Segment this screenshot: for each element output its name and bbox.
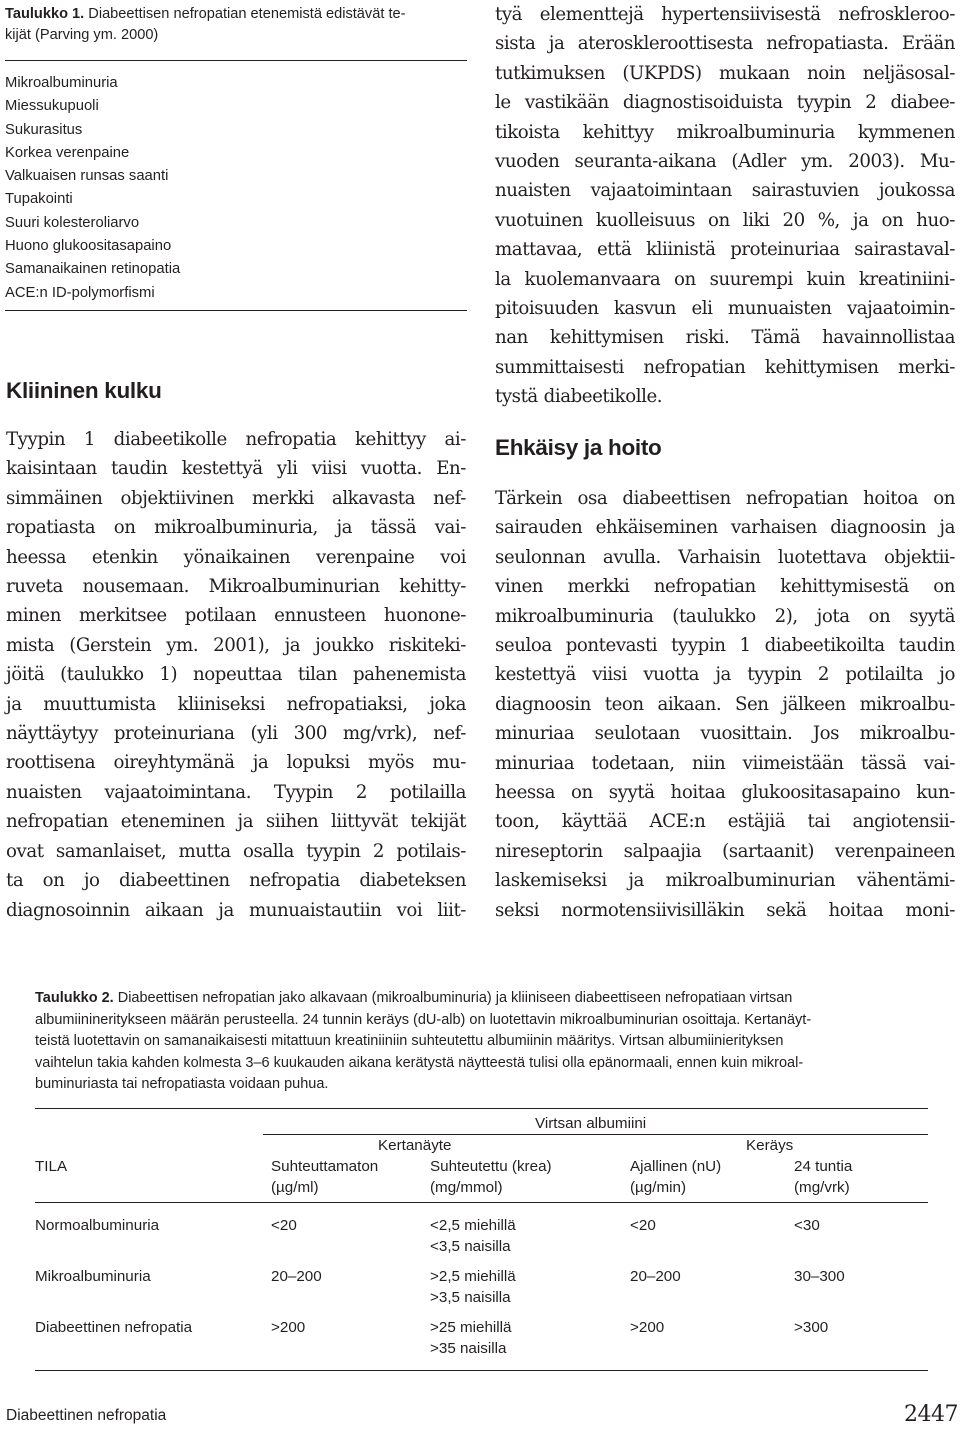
body-text-line: heessa etenkin yönaikainen verenpaine voi <box>6 546 466 568</box>
table-2-bottom-rule <box>35 1370 928 1371</box>
body-text-line: seulonnan avulla. Varhaisin luotettava objektii- <box>495 546 955 568</box>
table-2-row-3-col2a: >25 miehillä <box>430 1319 512 1336</box>
body-text-line: seksi normotensiivisilläkin sekä hoitaa moni- <box>495 899 955 921</box>
table-2-header-rule <box>35 1202 928 1203</box>
body-text-line: nuaisten vajaatoimintana. Tyypin 2 potilailla <box>6 781 466 803</box>
table-2-group-header: Virtsan albumiini <box>535 1115 647 1132</box>
body-text-line: mista (Gerstein ym. 2001), ja joukko riskiteki- <box>6 634 466 656</box>
table-2-row-3-state: Diabeettinen nefropatia <box>35 1319 193 1336</box>
table-2-col-header-1: Suhteuttamaton <box>271 1158 379 1175</box>
table-1-top-rule <box>5 60 467 61</box>
table-2-row-2-state: Mikroalbuminuria <box>35 1268 151 1285</box>
body-text-left-column <box>6 425 466 925</box>
table-2-col-header-1-unit: (µg/ml) <box>271 1179 319 1196</box>
running-footer-title: Diabeettinen nefropatia <box>6 1407 167 1424</box>
body-text-line: tystä diabeetikolle. <box>495 386 663 408</box>
page-number: 2447 <box>904 1402 958 1427</box>
table-2-row-3-col4: >300 <box>794 1319 829 1336</box>
body-text-line: vuotuinen kuolleisuus on liki 20 %, ja on huo- <box>495 209 955 231</box>
table-1-caption <box>5 4 467 46</box>
table-1-item: Samanaikainen retinopatia <box>5 261 181 278</box>
body-text-line: vinen merkki nefropatian kehittymisestä on <box>495 576 955 598</box>
table-2-row-2-col1: 20–200 <box>271 1268 322 1285</box>
table-2-row-1-col4: <30 <box>794 1217 820 1234</box>
table-1 <box>5 4 467 311</box>
table-2-subgroup-kertanayte: Kertanäyte <box>378 1137 452 1154</box>
body-text-line: ja muuttumista kliiniseksi nefropatiaksi, joka <box>6 693 466 715</box>
body-text-line: mikroalbuminuria (taulukko 2), jota on syytä <box>495 605 955 627</box>
body-text-line: näyttäytyy proteinuriana (yli 300 mg/vrk), nef- <box>6 723 466 745</box>
body-text-line: minen merkitsee potilaan ennusteen huonone- <box>6 605 466 627</box>
table-2-col-header-3: Ajallinen (nU) <box>630 1158 722 1175</box>
table-2-caption-line: vaihtelun takia kahden kolmesta 3–6 kuukauden aikana kerätystä näytteestä tulisi olla epänormaali, ennen kuin mikroal- <box>35 1054 804 1071</box>
table-1-item: ACE:n ID-polymorfismi <box>5 284 155 301</box>
table-1-list <box>5 72 467 305</box>
table-2-label: Taulukko 2. <box>35 990 114 1006</box>
table-2-caption-line: Diabeettisen nefropatian jako alkavaan (mikroalbuminuria) ja kliiniseen diabeettiseen nefropatiaan virtsan <box>117 990 793 1006</box>
body-text-line: minuriaa seulotaan vuosittain. Jos mikroalbu- <box>495 723 955 745</box>
body-text-line: diagnoosin teon aikaan. Sen jälkeen mikroalbu- <box>495 693 955 715</box>
table-2-subgroup-kerays: Keräys <box>746 1137 794 1154</box>
body-text-line: kaisintaan taudin kestettyä yli viisi vuotta. En- <box>6 458 466 480</box>
table-2-row-1-col2b: <3,5 naisilla <box>430 1238 511 1255</box>
table-2-row-2-col2a: >2,5 miehillä <box>430 1268 516 1285</box>
table-2-caption <box>35 988 928 1096</box>
table-1-item: Miessukupuoli <box>5 98 99 115</box>
body-text-right-column-ehkaisy <box>495 484 955 925</box>
table-1-item: Huono glukoositasapaino <box>5 238 172 255</box>
table-1-item: Korkea verenpaine <box>5 144 130 161</box>
body-text-line: jöitä (taulukko 1) nopeuttaa tilan pahenemista <box>6 664 466 686</box>
body-text-line: minuriaa todetaan, niin viimeistään tässä vai- <box>495 752 955 774</box>
table-1-item: Suuri kolesteroliarvo <box>5 214 140 231</box>
table-2-col-header-4: 24 tuntia <box>794 1158 853 1175</box>
table-2-row-1-col3: <20 <box>630 1217 656 1234</box>
body-text-line: nefropatian eteneminen ja siihen liittyvät tekijät <box>6 811 466 833</box>
body-text-line: pitoisuuden kasvun eli munuaisten vajaatoimin- <box>495 298 955 320</box>
table-2-col-header-2: Suhteutettu (krea) <box>430 1158 552 1175</box>
table-1-caption-line1: Diabeettisen nefropatian etenemistä edistävät te- <box>88 6 406 22</box>
body-text-line: kestettyä viisi vuotta ja tyypin 2 potilailta jo <box>495 664 955 686</box>
body-text-line: toon, käyttää ACE:n estäjiä tai angiotensii- <box>495 811 955 833</box>
table-2-col-header-tila: TILA <box>35 1158 68 1175</box>
body-text-line: seuloa pontevasti tyypin 1 diabeetikoilta taudin <box>495 635 955 657</box>
body-text-line: ta on jo diabeettinen nefropatia diabeteksen <box>6 870 466 892</box>
table-2-row-2-col2b: >3,5 naisilla <box>430 1289 511 1306</box>
section-heading-kliininen-kulku: Kliininen kulku <box>6 378 162 403</box>
table-2-top-rule <box>35 1108 928 1109</box>
section-heading-ehkaisy-ja-hoito: Ehkäisy ja hoito <box>495 435 662 460</box>
table-2-caption-line: teistä luotettavin on samanaikaisesti mitattuun kreatiniiniin suhteutettu albumiinin määritys. Virtsan albumiinierityksen <box>35 1033 784 1049</box>
body-text-line: ovat samanlaiset, mutta osalla tyypin 2 potilais- <box>6 840 466 862</box>
table-1-caption-line2: kijät (Parving ym. 2000) <box>5 27 159 43</box>
table-2-group-rule <box>263 1134 928 1135</box>
body-text-line: Tyypin 1 diabeetikolle nefropatia kehittyy ai- <box>6 429 466 450</box>
table-2-col-header-2-unit: (mg/mmol) <box>430 1179 503 1196</box>
body-text-right-column-continued <box>495 0 955 412</box>
table-2-row-2-col4: 30–300 <box>794 1268 845 1285</box>
table-2-row-1-col1: <20 <box>271 1217 297 1234</box>
body-text-line: heessa on syytä hoitaa glukoositasapaino kun- <box>495 782 955 804</box>
body-text-line: ropatiasta on mikroalbuminuria, ja tässä vai- <box>6 517 466 539</box>
body-text-line: la kuolemanvaara on suurempi kuin kreatiniini- <box>495 268 955 290</box>
body-text-line: sista ja ateroskleroottisesta nefropatiasta. Erään <box>495 33 955 55</box>
table-1-label: Taulukko 1. <box>5 6 85 22</box>
body-text-line: tikoista kehittyy mikroalbuminuria kymmenen <box>495 121 955 143</box>
table-2-row-1-col2a: <2,5 miehillä <box>430 1217 516 1234</box>
table-1-item: Valkuaisen runsas saanti <box>5 168 169 185</box>
table-2-row-1-state: Normoalbuminuria <box>35 1217 160 1234</box>
body-text-line: mattavaa, että kliinistä proteinuriaa sairastaval- <box>495 239 955 261</box>
body-text-line: laskemiseksi ja mikroalbuminurian vähentämi- <box>495 870 955 892</box>
body-text-line: nuaisten vajaatoimintaan sairastuvien joukossa <box>495 180 955 202</box>
body-text-line: tutkimuksen (UKPDS) mukaan noin neljäsosal- <box>495 62 955 84</box>
body-text-line: simmäinen objektiivinen merkki alkavasta nef- <box>6 487 466 509</box>
table-1-item: Mikroalbuminuria <box>5 75 118 91</box>
body-text-line: le vastikään diagnostisoiduista tyypin 2 diabee- <box>495 92 955 114</box>
table-2-row-2-col3: 20–200 <box>630 1268 681 1285</box>
table-2-row-3-col3: >200 <box>630 1319 665 1336</box>
table-1-item: Tupakointi <box>5 191 73 208</box>
body-text-line: ruveta nousemaan. Mikroalbuminurian kehitty- <box>6 576 466 598</box>
table-2-caption-line: albumiinineritykseen määrän perusteella. 24 tunnin keräys (dU-alb) on luotettavin mikroalbuminurian osoittaja. Kertanäyt- <box>35 1011 812 1028</box>
body-text-line: diagnosoinnin aikaan ja munuaistautiin voi liit- <box>6 899 466 921</box>
body-text-line: tyä elementtejä hypertensiivisestä nefroskleroo- <box>495 4 955 25</box>
body-text-line: Tärkein osa diabeettisen nefropatian hoitoa on <box>495 488 955 509</box>
table-1-bottom-rule <box>5 310 467 311</box>
table-2-row-3-col1: >200 <box>271 1319 306 1336</box>
body-text-line: summittaisesti nefropatian kehittymisen merki- <box>495 356 955 378</box>
body-text-line: nan kehittymisen riski. Tämä havainnollistaa <box>495 327 955 349</box>
table-2-col-header-4-unit: (mg/vrk) <box>794 1179 850 1196</box>
body-text-line: roottisena oireyhtymänä ja lopuksi myös mu- <box>6 752 466 774</box>
table-2-caption-line: buminuriasta tai nefropatiasta voidaan puhua. <box>35 1076 329 1092</box>
body-text-line: nireseptorin salpaajia (sartaanit) verenpaineen <box>495 840 955 862</box>
table-1-item: Sukurasitus <box>5 121 83 138</box>
body-text-line: vuoden seuranta-aikana (Adler ym. 2003). Mu- <box>495 151 955 173</box>
table-2-col-header-3-unit: (µg/min) <box>630 1179 687 1196</box>
table-2-row-3-col2b: >35 naisilla <box>430 1340 507 1357</box>
body-text-line: sairauden ehkäiseminen varhaisen diagnoosin ja <box>495 517 955 539</box>
